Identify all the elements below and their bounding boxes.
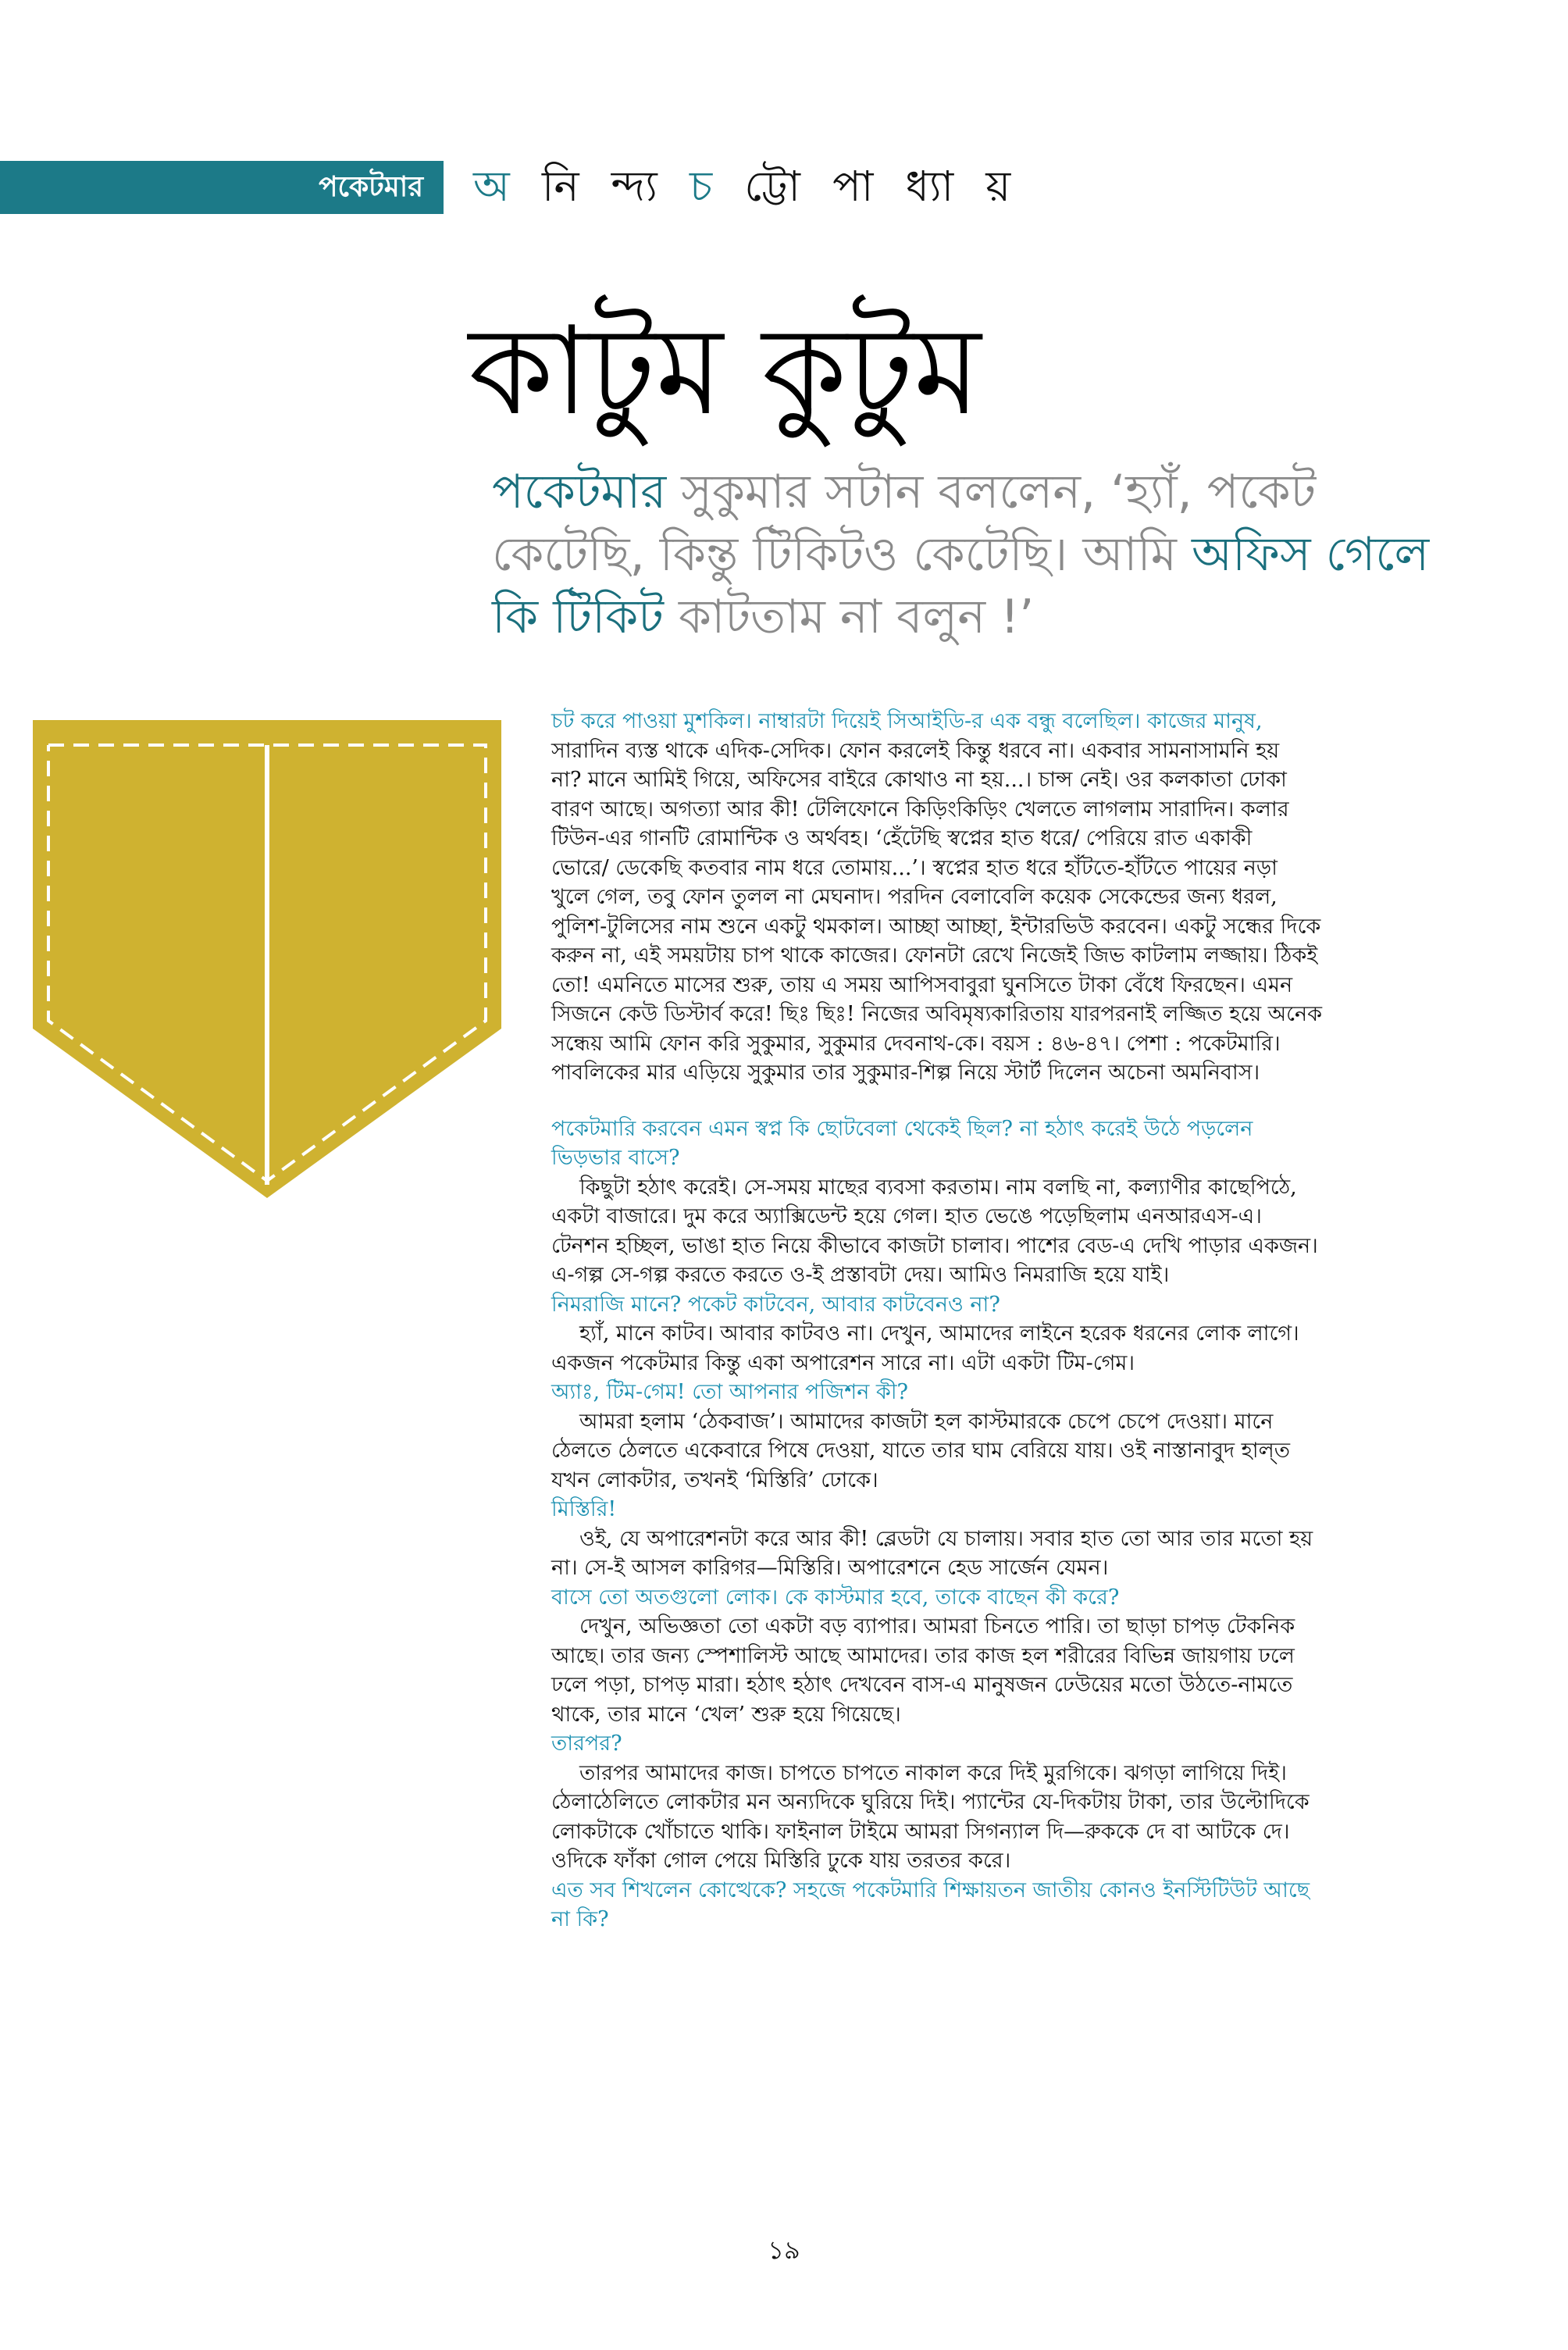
pull-quote-line — [492, 586, 1507, 648]
text-line: ভোরে/ ডেকেছি কতবার নাম ধরে তোমায়...’। স্বপ্নের হাত ধরে হাঁটতে-হাঁটতে পায়ের নড়া — [551, 855, 1278, 880]
interview-answer — [551, 1612, 1512, 1729]
article-body — [551, 707, 1512, 1935]
article-title: কাটুম কুটুম — [469, 300, 982, 442]
pull-quote-text: কাটতাম না বলুন !’ — [663, 590, 1035, 644]
text-line: ঠেলাঠেলিতে লোকটার মন অন্যদিকে ঘুরিয়ে দিই। প্যান্টের যে-দিকটায় টাকা, তার উল্টোদিকে — [551, 1790, 1310, 1814]
interview-question — [551, 1583, 1512, 1613]
text-line: এত সব শিখলেন কোত্থেকে? সহজে পকেটমারি শিক্ষায়তন জাতীয় কোনও ইনস্টিটিউট আছে — [551, 1878, 1310, 1902]
interview-question — [551, 1114, 1512, 1173]
interview-answer — [551, 1319, 1512, 1378]
text-line: পাবলিকের মার এড়িয়ে সুকুমার তার সুকুমার-শিল্প নিয়ে স্টার্ট দিলেন অচেনা অমনিবাস। — [551, 1061, 1260, 1085]
interview-question — [551, 1876, 1512, 1935]
text-line: খুলে গেল, তবু ফোন তুলল না মেঘনাদ। পরদিন বেলাবেলি কয়েক সেকেন্ডের জন্য ধরল, — [551, 885, 1278, 909]
pull-quote-highlight: পকেটমার — [492, 465, 667, 519]
text-line: একটা বাজারে। দুম করে অ্যাক্সিডেন্ট হয়ে গেল। হাত ভেঙে পড়েছিলাম এনআরএস-এ। — [551, 1204, 1262, 1228]
author-name-part: অ — [473, 162, 519, 211]
text-line: দেখুন, অভিজ্ঞতা তো একটা বড় ব্যাপার। আমরা চিনতে পারি। তা ছাড়া চাপড় টেকনিক — [579, 1614, 1295, 1639]
pull-quote-text: সুকুমার সটান বললেন, ‘হ্যাঁ, পকেট — [666, 465, 1317, 519]
text-line: বাসে তো অতগুলো লোক। কে কাস্টমার হবে, তাকে বাছেন কী করে? — [551, 1585, 1120, 1610]
author-name-part: ট্টো পা ধ্যা য় — [744, 162, 1021, 211]
text-line: লোকটাকে খোঁচাতে থাকি। ফাইনাল টাইমে আমরা সিগন্যাল দি—রুককে দে বা আটকে দে। — [551, 1819, 1290, 1844]
text-line: মিস্তিরি! — [551, 1497, 617, 1521]
pull-quote-highlight: কি টিকিট — [492, 590, 664, 644]
text-line: না। সে-ই আসল কারিগর—মিস্তিরি। অপারেশনে হেড সার্জেন যেমন। — [551, 1556, 1109, 1580]
page-number: ১৯ — [768, 2235, 800, 2265]
text-line: কিছুটা হঠাৎ করেই। সে-সময় মাছের ব্যবসা করতাম। নাম বলছি না, কল্যাণীর কাছেপিঠে, — [579, 1175, 1297, 1200]
text-line: এ-গল্প সে-গল্প করতে করতে ও-ই প্রস্তাবটা দেয়। আমিও নিমরাজি হয়ে যাই। — [551, 1263, 1170, 1287]
text-line: একজন পকেটমার কিন্তু একা অপারেশন সারে না। এটা একটা টিম-গেম। — [551, 1350, 1135, 1375]
text-line: যখন লোকটার, তখনই ‘মিস্তিরি’ ঢোকে। — [551, 1467, 878, 1492]
interview-question — [551, 1495, 1512, 1524]
interview-question — [551, 1729, 1512, 1759]
text-line: হ্যাঁ, মানে কাটব। আবার কাটবও না। দেখুন, আমাদের লাইনে হরেক ধরনের লোক লাগে। — [579, 1321, 1299, 1346]
interview-answer — [551, 1173, 1512, 1290]
text-line: অ্যাঃ, টিম-গেম! তো আপনার পজিশন কী? — [551, 1380, 909, 1404]
section-label: পকেটমার — [0, 161, 444, 214]
text-line: আমরা হলাম ‘ঠেকবাজ’। আমাদের কাজটা হল কাস্টমারকে চেপে চেপে দেওয়া। মানে — [579, 1409, 1274, 1434]
text-line: ভিড়ভার বাসে? — [551, 1146, 680, 1170]
text-line: ঠেলতে ঠেলতে একেবারে পিষে দেওয়া, যাতে তার ঘাম বেরিয়ে যায়। ওই নাস্তানাবুদ হাল্‌ত — [551, 1439, 1291, 1463]
text-line: বারণ আছে। অগত্যা আর কী! টেলিফোনে কিড়িংকিড়িং খেলতে লাগলাম সারাদিন। কলার — [551, 797, 1289, 822]
text-line: টেনশন হচ্ছিল, ভাঙা হাত নিয়ে কীভাবে কাজটা চালাব। পাশের বেড-এ দেখি পাড়ার একজন। — [551, 1233, 1318, 1258]
text-line: সন্ধেয় আমি ফোন করি সুকুমার, সুকুমার দেবনাথ-কে। বয়স : ৪৬-৪৭। পেশা : পকেটমারি। — [551, 1031, 1281, 1056]
pull-quote-line — [492, 523, 1507, 586]
interview-question — [551, 707, 1512, 736]
pull-quote-text: কেটেছি, কিন্তু টিকিটও কেটেছি। আমি — [492, 527, 1192, 582]
text-line: না? মানে আমিই গিয়ে, অফিসের বাইরে কোথাও না হয়...। চান্স নেই। ওর কলকাতা ঢোকা — [551, 768, 1287, 792]
pull-quote-highlight: অফিস গেলে — [1192, 527, 1430, 582]
text-line: ওই, যে অপারেশনটা করে আর কী! ব্লেডটা যে চালায়। সবার হাত তো আর তার মতো হয় — [579, 1526, 1313, 1551]
author-byline — [473, 156, 1488, 217]
author-name-part: চ — [689, 162, 722, 211]
paragraph-gap — [551, 1088, 1512, 1114]
text-line: চট করে পাওয়া মুশকিল। নাম্বারটা দিয়েই সিআইডি-র এক বন্ধু বলেছিল। কাজের মানুষ, — [551, 709, 1263, 733]
text-line: তো! এমনিতে মাসের শুরু, তায় এ সময় আপিসবাবুরা ঘুনসিতে টাকা বেঁধে ফিরছেন। এমন — [551, 972, 1293, 997]
text-line: ঢলে পড়া, চাপড় মারা। হঠাৎ হঠাৎ দেখবেন বাস-এ মানুষজন ঢেউয়ের মতো উঠতে-নামতে — [551, 1673, 1293, 1697]
text-line: সারাদিন ব্যস্ত থাকে এদিক-সেদিক। ফোন করলেই কিন্তু ধরবে না। একবার সামনাসামনি হয় — [551, 738, 1280, 763]
text-line: তারপর আমাদের কাজ। চাপতে চাপতে নাকাল করে দিই মুরগিকে। ঝগড়া লাগিয়ে দিই। — [579, 1760, 1287, 1785]
pocket-illustration — [33, 720, 501, 1198]
interview-answer — [551, 1524, 1512, 1583]
interview-answer — [551, 1759, 1512, 1876]
interview-answer — [551, 736, 1512, 1088]
pull-quote — [492, 461, 1507, 648]
text-line: নিমরাজি মানে? পকেট কাটবেন, আবার কাটবেনও না? — [551, 1292, 1000, 1317]
pull-quote-line — [492, 461, 1507, 523]
text-line: থাকে, তার মানে ‘খেল’ শুরু হয়ে গিয়েছে। — [551, 1702, 901, 1727]
text-line: পকেটমারি করবেন এমন স্বপ্ন কি ছোটবেলা থেকেই ছিল? না হঠাৎ করেই উঠে পড়লেন — [551, 1116, 1253, 1141]
interview-question — [551, 1290, 1512, 1320]
text-line: টিউন-এর গানটি রোমান্টিক ও অর্থবহ। ‘হেঁটেছি স্বপ্নের হাত ধরে/ পেরিয়ে রাত একাকী — [551, 826, 1253, 850]
text-line: সিজনে কেউ ডিস্টার্ব করে! ছিঃ ছিঃ! নিজের অবিমৃষ্যকারিতায় যারপরনাই লজ্জিত হয়ে অনেক — [551, 1002, 1323, 1026]
text-line: পুলিশ-টুলিসের নাম শুনে একটু থমকাল। আচ্ছা আচ্ছা, ইন্টারভিউ করবেন। একটু সন্ধের দিকে — [551, 914, 1321, 939]
interview-answer — [551, 1407, 1512, 1496]
text-line: তারপর? — [551, 1731, 622, 1756]
author-name-part: নি ন্দ্য — [541, 162, 667, 211]
text-line: আছে। তার জন্য স্পেশালিস্ট আছে আমাদের। তার কাজ হল শরীরের বিভিন্ন জায়গায় ঢলে — [551, 1643, 1295, 1668]
text-line: ওদিকে ফাঁকা গোল পেয়ে মিস্তিরি ঢুকে যায় তরতর করে। — [551, 1849, 1011, 1873]
text-line: করুন না, এই সময়টায় চাপ থাকে কাজের। ফোনটা রেখে নিজেই জিভ কাটলাম লজ্জায়। ঠিকই — [551, 943, 1318, 968]
text-line: না কি? — [551, 1907, 609, 1931]
interview-question — [551, 1378, 1512, 1407]
